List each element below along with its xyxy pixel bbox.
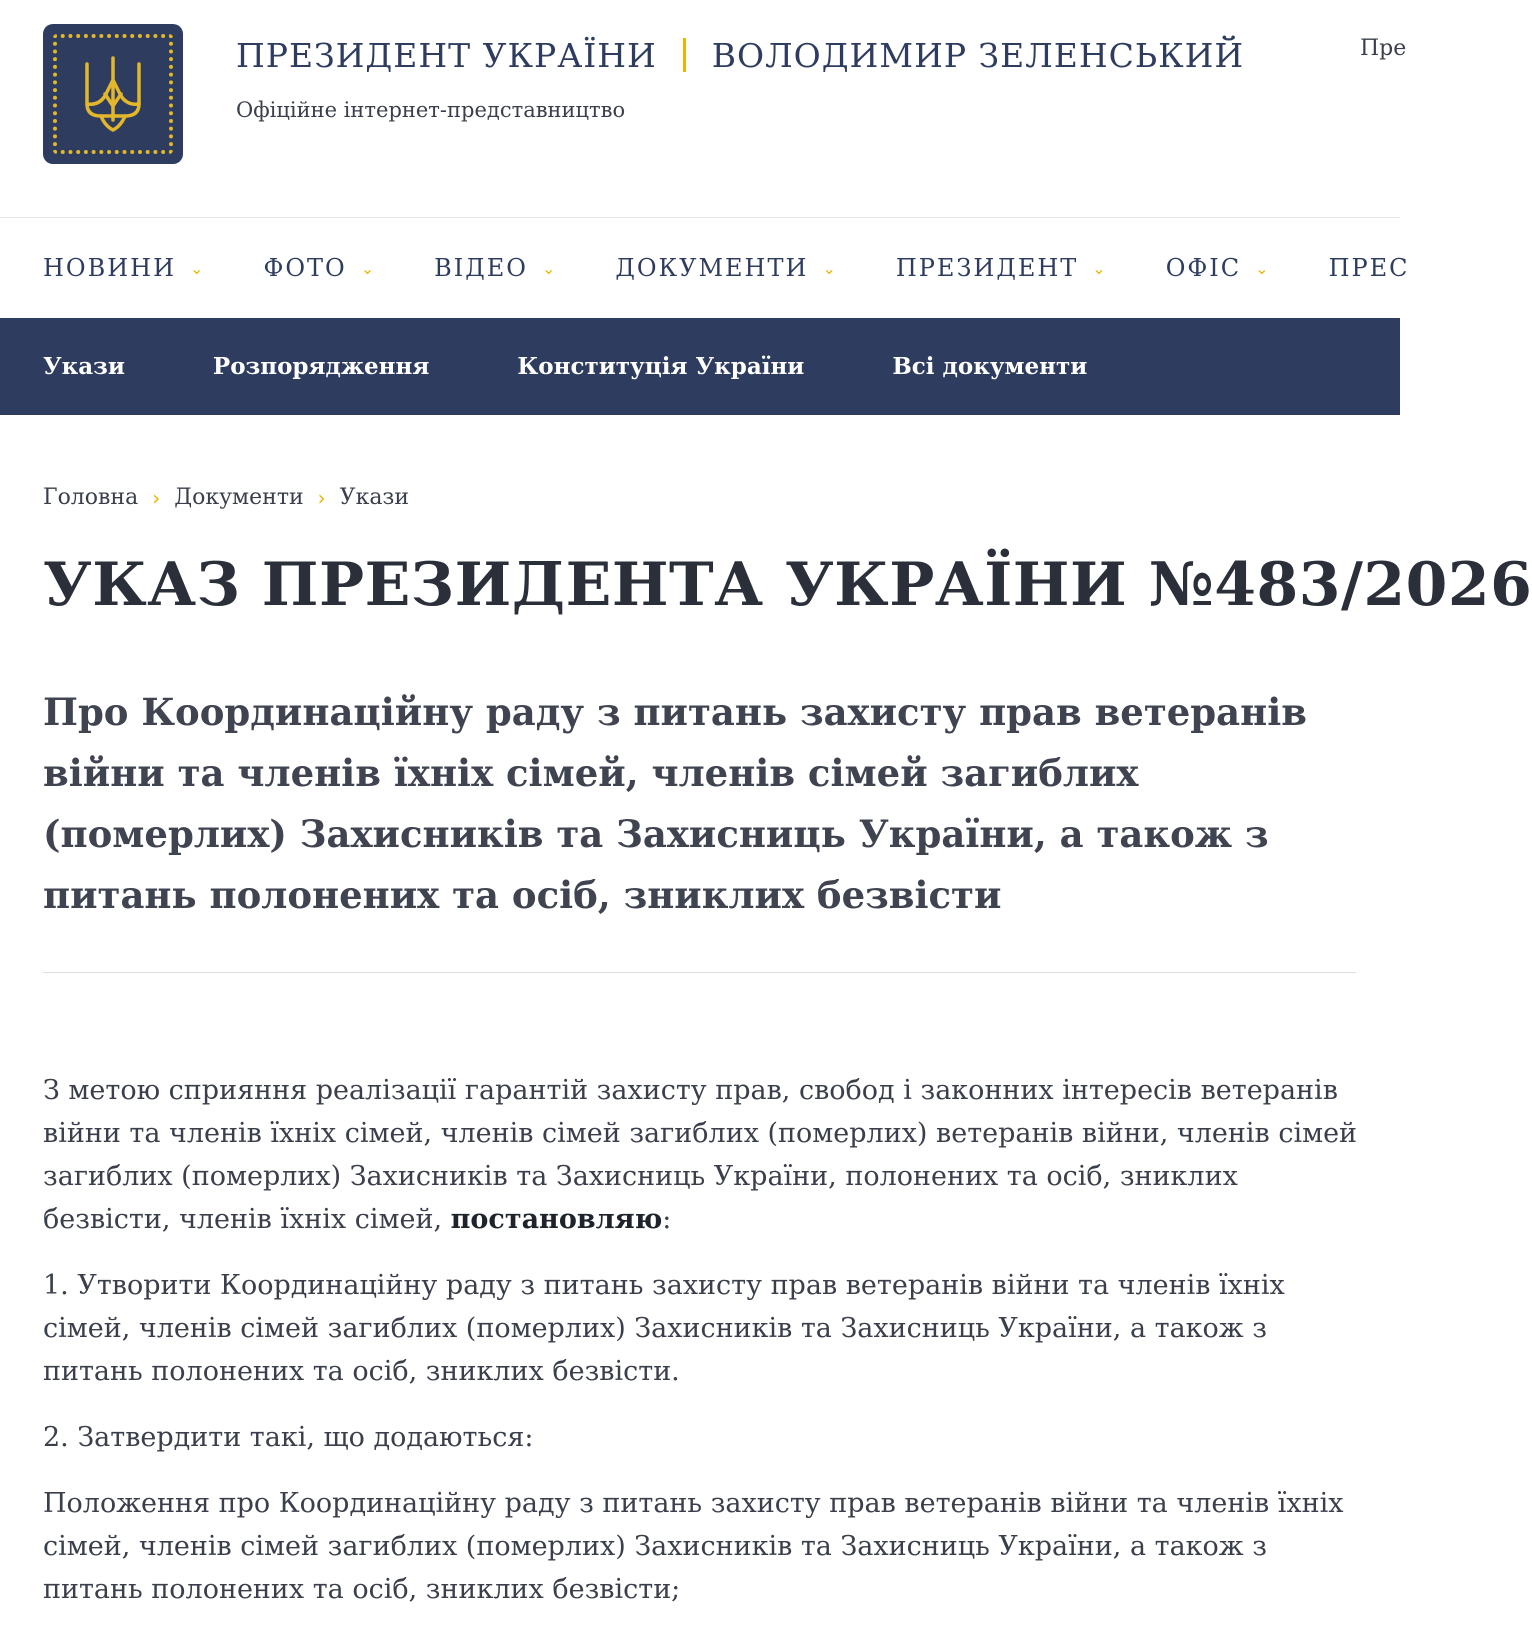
document-lead: Про Координаційну раду з питань захисту прав ветеранів війни та членів їхніх сімей, членів сімей загиблих (померлих) Захисників та Захисниць України, а також з питань полонених та осіб, зниклих безвісти (43, 690, 1307, 917)
document-paragraph (43, 1069, 1363, 1241)
document-paragraph: 2. Затвердити такі, що додаються: (43, 1422, 534, 1453)
document-paragraph: 1. Утворити Координаційну раду з питань захисту прав ветеранів війни та членів їхніх сімей, членів сімей загиблих (померлих) Захисників та Захисниць України, а також з питань полонених та осіб, зниклих безвісти. (43, 1270, 1285, 1387)
brand-name: ВОЛОДИМИР ЗЕЛЕНСЬКИЙ (711, 36, 1245, 75)
document-paragraph: Положення про Координаційну раду з питань захисту прав ветеранів війни та членів їхніх сімей, членів сімей загиблих (померлих) Захисників та Захисниць України, а також з питань полонених та осіб, зниклих безвісти; (43, 1488, 1344, 1605)
document-body (43, 1069, 1363, 1611)
trident-emblem-icon[interactable] (43, 24, 183, 164)
page-title: УКАЗ ПРЕЗИДЕНТА УКРАЇНИ №483/2026 (43, 550, 1532, 620)
nav-item-documents[interactable] (615, 254, 837, 282)
brand-president: ПРЕЗИДЕНТ УКРАЇНИ (236, 36, 657, 75)
chevron-right-icon: › (152, 485, 161, 510)
subnav-constitution[interactable]: Конституція України (517, 353, 805, 380)
main-content (0, 485, 1532, 1611)
main-navigation (0, 218, 1410, 318)
subnav-decrees[interactable]: Укази (43, 353, 125, 380)
nav-label: ПРЕС (1328, 254, 1410, 282)
paragraph-bold: постановляю (450, 1204, 663, 1235)
nav-label: ДОКУМЕНТИ (615, 254, 809, 282)
paragraph-text: З метою сприяння реалізації гарантій захисту прав, свобод і законних інтересів ветеранів війни та членів їхніх сімей, членів сімей загиблих (померлих) ветеранів війни, членів сімей загиблих (померлих) Захисників та Захисниць України, полонених та осіб, зниклих безвісти, членів їхніх сімей, (43, 1075, 1358, 1235)
nav-label: ОФІС (1165, 254, 1242, 282)
nav-item-photo[interactable] (263, 254, 376, 282)
trident-icon (81, 54, 145, 134)
chevron-down-icon: ⌄ (1092, 258, 1108, 278)
chevron-down-icon: ⌄ (190, 258, 206, 278)
nav-label: ВІДЕО (434, 254, 528, 282)
site-subtitle: Офіційне інтернет-представництво (236, 98, 626, 122)
nav-item-office[interactable] (1166, 254, 1271, 282)
subnav-all-documents[interactable]: Всі документи (892, 353, 1088, 380)
brand-separator (683, 38, 686, 72)
paragraph-end: : (662, 1204, 672, 1235)
press-link[interactable]: Пре (1360, 36, 1407, 61)
nav-item-news[interactable] (43, 254, 205, 282)
nav-item-president[interactable] (896, 254, 1108, 282)
nav-label: ФОТО (263, 254, 347, 282)
site-header (0, 0, 1407, 218)
breadcrumb-home[interactable]: Головна (43, 485, 139, 510)
chevron-down-icon: ⌄ (360, 258, 377, 278)
breadcrumb (43, 485, 1357, 510)
subnav-orders[interactable]: Розпорядження (212, 353, 430, 380)
chevron-down-icon: ⌄ (1255, 258, 1271, 278)
chevron-down-icon: ⌄ (822, 258, 838, 278)
chevron-right-icon: › (317, 485, 326, 510)
nav-item-video[interactable] (434, 254, 557, 282)
nav-label: ПРЕЗИДЕНТ (895, 254, 1079, 282)
divider (43, 972, 1356, 973)
breadcrumb-documents[interactable]: Документи (174, 485, 304, 510)
nav-item-press[interactable] (1329, 254, 1410, 282)
breadcrumb-decrees[interactable]: Укази (339, 485, 410, 510)
chevron-down-icon: ⌄ (541, 258, 558, 278)
nav-label: НОВИНИ (43, 254, 177, 282)
site-brand[interactable] (236, 36, 1244, 75)
documents-subnav (0, 318, 1400, 415)
